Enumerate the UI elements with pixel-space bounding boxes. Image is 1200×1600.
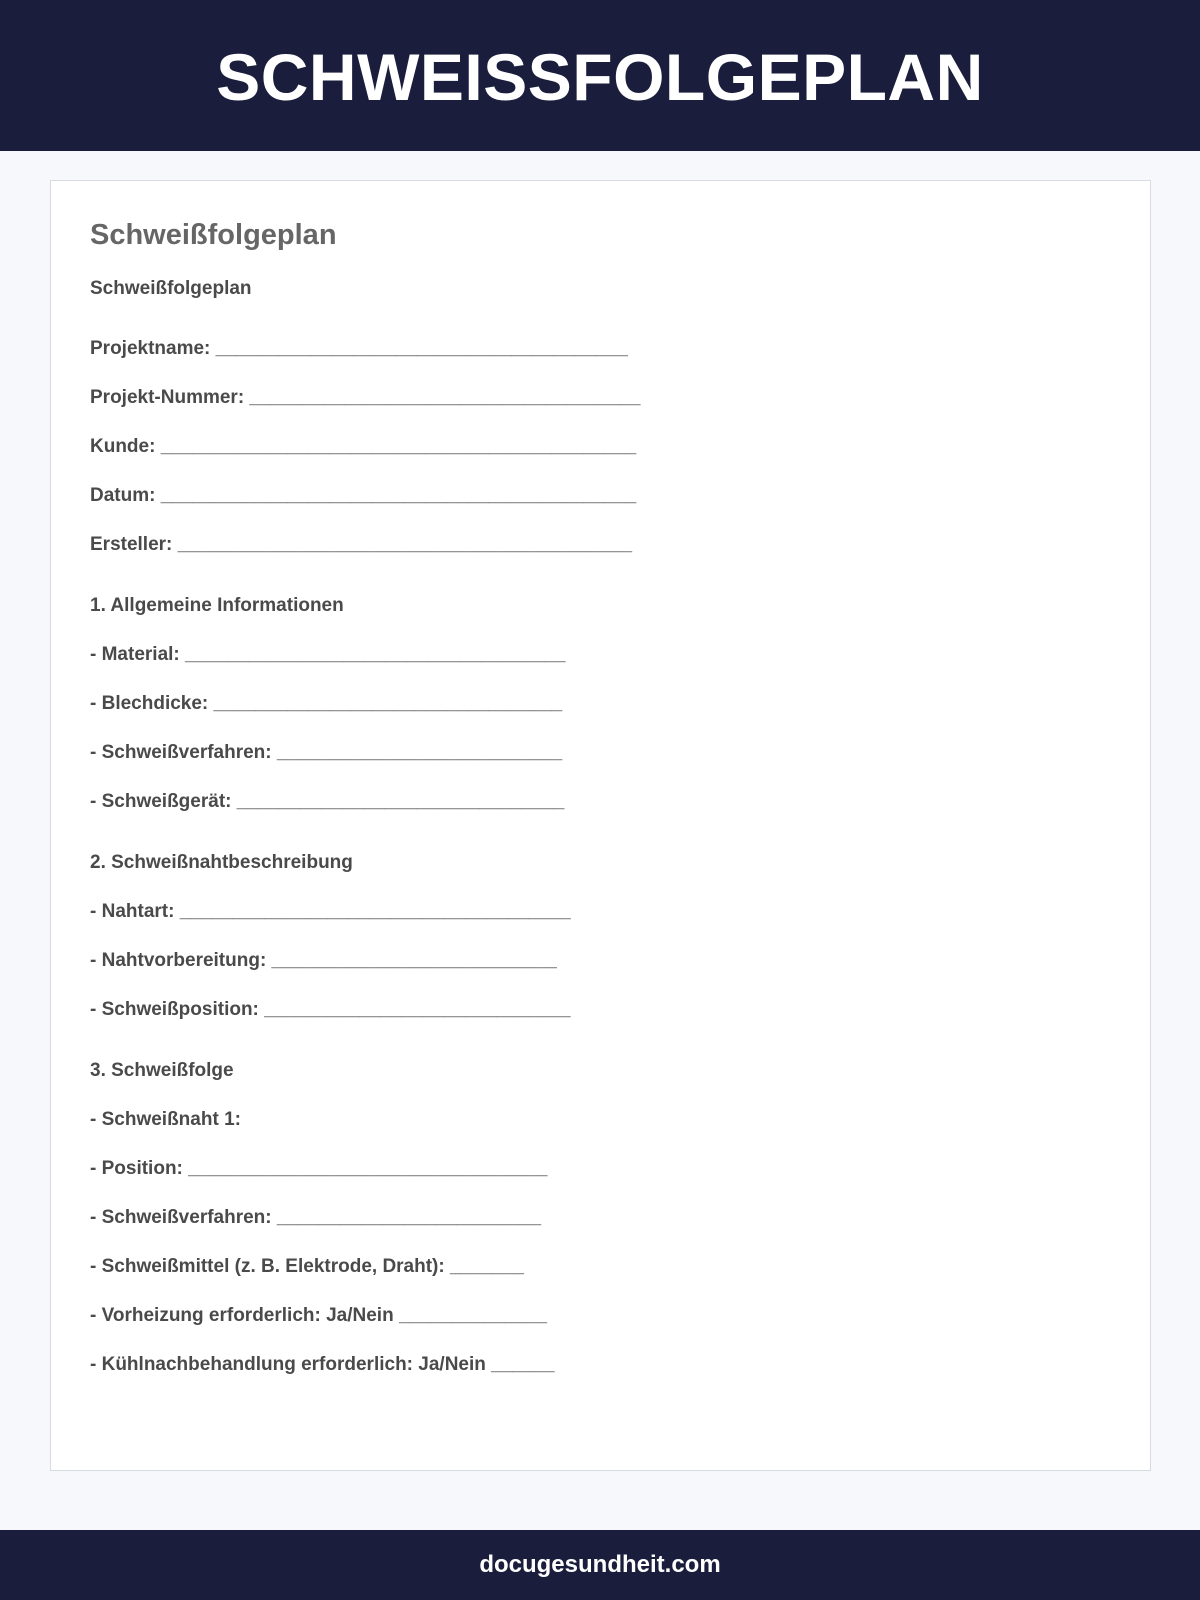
field-schweissverfahren-2: - Schweißverfahren: _________________________ (90, 1207, 542, 1228)
section-heading-schweissfolge: 3. Schweißfolge (90, 1060, 234, 1081)
field-nahtvorbereitung: - Nahtvorbereitung: ___________________________ (90, 950, 557, 971)
field-position: - Position: __________________________________ (90, 1158, 548, 1179)
field-schweissmittel: - Schweißmittel (z. B. Elektrode, Draht): _______ (90, 1256, 524, 1277)
section-heading-schweissnahtbeschreibung: 2. Schweißnahtbeschreibung (90, 852, 353, 873)
field-schweissnaht-1: - Schweißnaht 1: (90, 1109, 241, 1130)
page-header (0, 0, 1200, 151)
footer-link[interactable]: docugesundheit.com (479, 1551, 721, 1578)
field-blechdicke: - Blechdicke: _________________________________ (90, 693, 563, 714)
section-heading-allgemeine-informationen: 1. Allgemeine Informationen (90, 595, 344, 616)
document-card (50, 180, 1151, 1471)
field-nahtart: - Nahtart: _____________________________________ (90, 901, 571, 922)
field-material: - Material: ____________________________________ (90, 644, 566, 665)
page-footer (0, 1530, 1200, 1600)
field-kuehlnachbehandlung: - Kühlnachbehandlung erforderlich: Ja/Nein ______ (90, 1354, 555, 1375)
field-schweissverfahren: - Schweißverfahren: ___________________________ (90, 742, 563, 763)
document-subtitle: Schweißfolgeplan (90, 278, 252, 299)
document-title: Schweißfolgeplan (90, 219, 337, 251)
field-schweissposition: - Schweißposition: _____________________________ (90, 999, 571, 1020)
field-datum: Datum: _____________________________________________ (90, 485, 637, 506)
field-vorheizung: - Vorheizung erforderlich: Ja/Nein ______________ (90, 1305, 547, 1326)
field-ersteller: Ersteller: ___________________________________________ (90, 534, 633, 555)
field-projektname: Projektname: _______________________________________ (90, 338, 628, 359)
field-schweissgeraet: - Schweißgerät: _______________________________ (90, 791, 565, 812)
field-projekt-nummer: Projekt-Nummer: _____________________________________ (90, 387, 641, 408)
field-kunde: Kunde: _____________________________________________ (90, 436, 637, 457)
header-title: SCHWEISSFOLGEPLAN (216, 39, 984, 114)
